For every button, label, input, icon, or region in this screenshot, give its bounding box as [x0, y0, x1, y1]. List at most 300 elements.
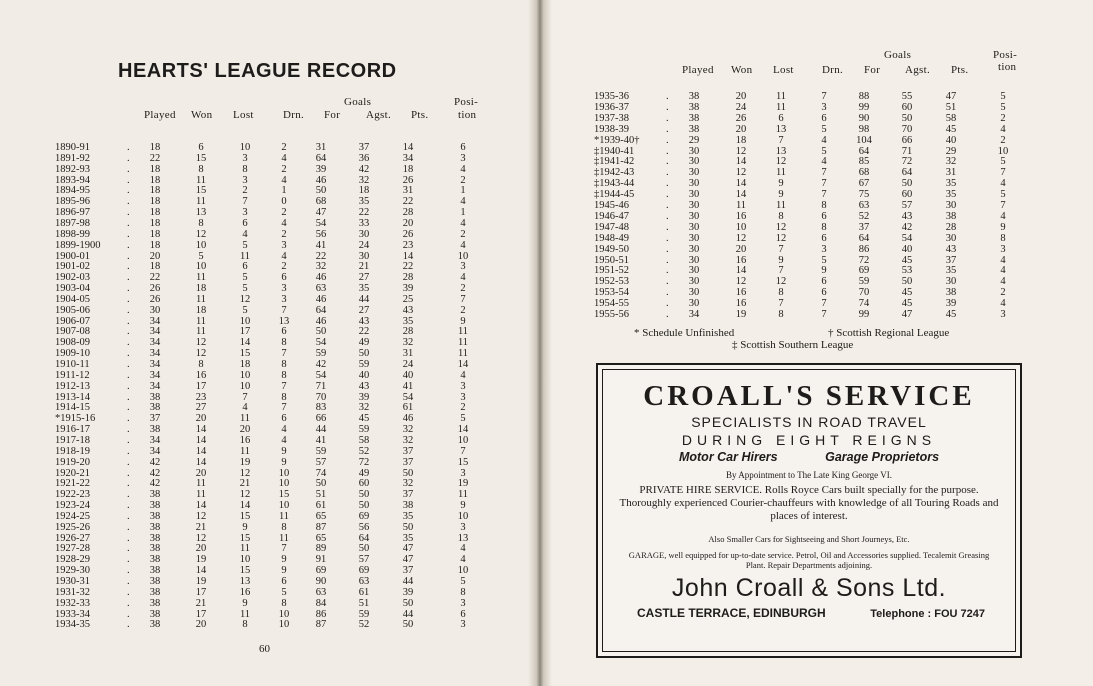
cell-lost: 3: [242, 152, 248, 164]
cell-pts: 24: [402, 359, 414, 370]
table-row: [55, 402, 475, 413]
cell-pts: 31: [402, 185, 414, 197]
leader-dot: .: [127, 304, 130, 316]
cell-lost: 10: [239, 369, 251, 381]
cell-drn: 2: [281, 163, 287, 175]
cell-pts: 31: [945, 167, 957, 179]
cell-drn: 7: [281, 380, 287, 392]
table-row: [55, 533, 475, 544]
cell-won: 11: [735, 200, 747, 211]
cell-pos: 4: [460, 554, 466, 566]
cell-won: 11: [195, 315, 207, 327]
ad-company-name: John Croall & Sons Ltd.: [671, 574, 947, 602]
cell-played: 20: [149, 250, 161, 262]
cell-won: 20: [195, 413, 207, 425]
leader-dot: .: [127, 348, 130, 360]
cell-lost: 4: [242, 228, 248, 240]
leader-dot: .: [127, 478, 130, 490]
cell-agst: 49: [358, 337, 370, 349]
cell-won: 19: [735, 309, 747, 320]
leader-dot: .: [666, 298, 669, 310]
cell-played: 18: [149, 217, 161, 229]
table-row: [55, 337, 475, 348]
cell-won: 12: [735, 167, 747, 179]
cell-pts: 44: [402, 608, 414, 620]
cell-played: 26: [149, 293, 161, 305]
cell-lost: 15: [239, 565, 251, 577]
cell-for: 51: [315, 489, 327, 501]
leader-dot: .: [666, 265, 669, 277]
cell-for: 87: [315, 521, 327, 533]
cell-pts: 38: [402, 500, 414, 512]
cell-season: 1921-22: [55, 478, 90, 490]
cell-won: 20: [195, 467, 207, 479]
cell-lost: 13: [775, 145, 787, 157]
cell-drn: 7: [281, 304, 287, 316]
leader-dot: .: [127, 554, 130, 566]
cell-for: 70: [315, 391, 327, 403]
cell-lost: 11: [775, 101, 787, 113]
cell-played: 30: [688, 254, 700, 266]
header-drn-right: Drn.: [822, 64, 844, 76]
cell-for: 69: [858, 265, 870, 277]
cell-lost: 11: [775, 200, 787, 211]
cell-season: 1905-06: [55, 304, 90, 316]
cell-won: 5: [198, 250, 204, 262]
table-row: [55, 359, 475, 370]
cell-for: 64: [858, 232, 870, 244]
cell-lost: 11: [239, 608, 251, 620]
cell-season: 1898-99: [55, 228, 90, 240]
cell-played: 18: [149, 196, 161, 208]
cell-lost: 14: [239, 337, 251, 349]
cell-pos: 3: [460, 597, 466, 609]
cell-played: 38: [149, 391, 161, 403]
cell-lost: 13: [239, 576, 251, 587]
cell-for: 85: [858, 156, 870, 168]
cell-pos: 2: [460, 283, 466, 295]
header-drn-left: Drn.: [283, 109, 305, 121]
table-row: [55, 261, 475, 272]
table-row: [55, 283, 475, 294]
cell-pos: 7: [1000, 167, 1006, 179]
cell-pts: 35: [402, 510, 414, 522]
cell-pos: 3: [1000, 309, 1006, 320]
cell-drn: 8: [281, 521, 287, 533]
cell-lost: 6: [778, 112, 784, 124]
cell-agst: 42: [358, 163, 370, 175]
cell-lost: 12: [775, 221, 787, 233]
table-row: [594, 255, 1014, 266]
cell-lost: 15: [239, 348, 251, 360]
table-row: [55, 446, 475, 457]
cell-season: 1953-54: [594, 287, 629, 299]
leader-dot: .: [127, 359, 130, 370]
cell-season: 1925-26: [55, 521, 90, 533]
table-row: [55, 619, 475, 630]
cell-season: *1939-40†: [594, 134, 640, 146]
table-row: [55, 142, 475, 153]
cell-season: ‡1940-41: [594, 145, 635, 157]
table-row: [594, 200, 1014, 211]
cell-lost: 13: [775, 123, 787, 135]
cell-lost: 7: [778, 298, 784, 310]
cell-won: 12: [735, 276, 747, 288]
cell-drn: 4: [281, 434, 287, 446]
cell-drn: 6: [821, 112, 827, 124]
cell-for: 86: [858, 243, 870, 255]
leader-dot: .: [127, 380, 130, 392]
cell-pos: 4: [1000, 254, 1006, 266]
cell-lost: 9: [242, 521, 248, 533]
cell-agst: 40: [358, 369, 370, 381]
cell-pos: 4: [460, 272, 466, 284]
ad-services: [603, 450, 1015, 464]
leader-dot: .: [127, 369, 130, 381]
leader-dot: .: [666, 200, 669, 211]
cell-pos: 2: [460, 228, 466, 240]
table-row: [594, 91, 1014, 102]
cell-lost: 16: [239, 434, 251, 446]
cell-won: 14: [195, 424, 207, 436]
cell-played: 30: [688, 178, 700, 190]
cell-for: 50: [315, 478, 327, 490]
table-row: [55, 326, 475, 337]
leader-dot: .: [666, 189, 669, 201]
cell-for: 39: [315, 163, 327, 175]
cell-drn: 6: [821, 276, 827, 288]
cell-won: 16: [735, 210, 747, 222]
table-row: [594, 233, 1014, 244]
cell-pos: 11: [457, 326, 469, 338]
cell-agst: 69: [358, 510, 370, 522]
cell-played: 34: [149, 380, 161, 392]
header-played-left: Played: [144, 109, 176, 121]
leader-dot: .: [666, 167, 669, 179]
cell-won: 11: [195, 272, 207, 284]
cell-pos: 4: [460, 196, 466, 208]
cell-for: 59: [315, 445, 327, 457]
leader-dot: .: [127, 261, 130, 273]
cell-season: 1936-37: [594, 101, 629, 113]
cell-for: 57: [315, 456, 327, 468]
page-title: HEARTS' LEAGUE RECORD: [118, 60, 397, 82]
cell-drn: 15: [278, 489, 290, 501]
leader-dot: .: [666, 145, 669, 157]
cell-won: 23: [195, 391, 207, 403]
cell-for: 66: [315, 413, 327, 425]
cell-season: 1904-05: [55, 293, 90, 305]
cell-season: 1913-14: [55, 391, 90, 403]
cell-pts: 50: [402, 521, 414, 533]
cell-agst: 27: [358, 272, 370, 284]
cell-lost: 8: [778, 309, 784, 320]
leader-dot: .: [666, 123, 669, 135]
cell-pts: 39: [402, 283, 414, 295]
cell-for: 54: [315, 369, 327, 381]
cell-pts: 26: [402, 228, 414, 240]
cell-for: 54: [315, 217, 327, 229]
cell-played: 30: [688, 189, 700, 201]
table-row: [55, 424, 475, 435]
cell-agst: 36: [358, 152, 370, 164]
table-row: [55, 305, 475, 316]
ad-garage: GARAGE, well equipped for up-to-date service. Petrol, Oil and Accessories supplied. Tecalemit Greasing Plant. Repair Departments adjoining.: [628, 550, 990, 570]
cell-season: 1949-50: [594, 243, 629, 255]
cell-pts: 37: [402, 565, 414, 577]
cell-for: 65: [315, 510, 327, 522]
cell-drn: 6: [281, 326, 287, 338]
cell-played: 38: [149, 576, 161, 587]
cell-played: 30: [688, 276, 700, 288]
cell-agst: 72: [901, 156, 913, 168]
table-row: [594, 113, 1014, 124]
cell-pts: 32: [945, 156, 957, 168]
header-pts-left: Pts.: [411, 109, 429, 121]
table-row: [594, 244, 1014, 255]
cell-drn: 10: [278, 608, 290, 620]
cell-season: 1946-47: [594, 210, 629, 222]
cell-won: 12: [195, 348, 207, 360]
cell-pts: 30: [945, 200, 957, 211]
cell-season: 1948-49: [594, 232, 629, 244]
cell-lost: 16: [239, 586, 251, 598]
cell-played: 30: [688, 156, 700, 168]
cell-for: 52: [858, 210, 870, 222]
cell-won: 11: [195, 326, 207, 338]
cell-pts: 47: [402, 554, 414, 566]
cell-pts: 28: [402, 272, 414, 284]
leader-dot: .: [127, 250, 130, 262]
table-row: [55, 392, 475, 403]
cell-pts: 39: [402, 586, 414, 598]
cell-for: 50: [315, 326, 327, 338]
cell-played: 22: [149, 272, 161, 284]
cell-pos: 19: [457, 478, 469, 490]
cell-lost: 20: [239, 424, 251, 436]
cell-pos: 4: [460, 163, 466, 175]
cell-lost: 12: [239, 467, 251, 479]
leader-dot: .: [127, 532, 130, 544]
cell-lost: 12: [775, 276, 787, 288]
cell-pts: 37: [402, 489, 414, 501]
cell-for: 69: [315, 565, 327, 577]
header-goals-right: Goals: [884, 49, 912, 61]
header-lost-left: Lost: [233, 109, 254, 121]
cell-played: 42: [149, 456, 161, 468]
cell-season: 1930-31: [55, 576, 90, 587]
cell-pos: 15: [457, 456, 469, 468]
cell-agst: 50: [901, 276, 913, 288]
cell-won: 12: [195, 510, 207, 522]
cell-lost: 17: [239, 326, 251, 338]
cell-lost: 5: [242, 239, 248, 251]
cell-pos: 9: [460, 315, 466, 327]
leader-dot: .: [666, 276, 669, 288]
cell-agst: 55: [901, 91, 913, 102]
cell-for: 22: [315, 250, 327, 262]
cell-agst: 70: [901, 123, 913, 135]
cell-lost: 5: [242, 304, 248, 316]
cell-drn: 9: [281, 565, 287, 577]
cell-for: 63: [858, 200, 870, 211]
table-row: [55, 251, 475, 262]
cell-drn: 10: [278, 619, 290, 631]
cell-drn: 5: [821, 254, 827, 266]
cell-for: 87: [315, 619, 327, 631]
cell-drn: 8: [281, 359, 287, 370]
cell-for: 63: [315, 586, 327, 598]
table-row: [594, 309, 1014, 320]
cell-lost: 9: [778, 189, 784, 201]
note-southern: ‡ Scottish Southern League: [732, 339, 854, 351]
table-row: [55, 348, 475, 359]
cell-lost: 7: [242, 196, 248, 208]
leader-dot: .: [127, 402, 130, 414]
ad-brand: CROALL'S SERVICE: [643, 380, 975, 412]
cell-season: 1933-34: [55, 608, 90, 620]
table-row: [55, 196, 475, 207]
cell-pts: 35: [402, 532, 414, 544]
cell-pts: 38: [945, 210, 957, 222]
cell-played: 18: [149, 207, 161, 219]
cell-drn: 13: [278, 315, 290, 327]
cell-for: 31: [315, 142, 327, 153]
cell-agst: 45: [358, 413, 370, 425]
cell-drn: 7: [281, 348, 287, 360]
cell-drn: 3: [821, 243, 827, 255]
leader-dot: .: [666, 156, 669, 168]
cell-played: 38: [149, 554, 161, 566]
cell-for: 99: [858, 309, 870, 320]
cell-agst: 45: [901, 298, 913, 310]
cell-drn: 4: [821, 134, 827, 146]
cell-lost: 11: [239, 543, 251, 555]
cell-pos: 3: [460, 261, 466, 273]
cell-agst: 22: [358, 326, 370, 338]
cell-pos: 7: [460, 445, 466, 457]
cell-pos: 1: [460, 207, 466, 219]
page-number-left: 60: [259, 643, 270, 655]
cell-played: 38: [688, 123, 700, 135]
cell-for: 46: [315, 272, 327, 284]
cell-pts: 20: [402, 217, 414, 229]
cell-for: 70: [858, 287, 870, 299]
cell-drn: 6: [281, 576, 287, 587]
cell-for: 37: [858, 221, 870, 233]
cell-agst: 50: [358, 489, 370, 501]
cell-pos: 3: [460, 152, 466, 164]
cell-pos: 11: [457, 489, 469, 501]
cell-season: 1907-08: [55, 326, 90, 338]
cell-won: 11: [195, 174, 207, 186]
cell-season: 1920-21: [55, 467, 90, 479]
cell-season: 1902-03: [55, 272, 90, 284]
cell-drn: 9: [281, 456, 287, 468]
table-row: [55, 457, 475, 468]
cell-lost: 7: [778, 243, 784, 255]
cell-agst: 32: [358, 402, 370, 414]
cell-season: 1926-27: [55, 532, 90, 544]
cell-for: 46: [315, 293, 327, 305]
cell-pos: 4: [1000, 265, 1006, 277]
cell-lost: 6: [242, 261, 248, 273]
cell-agst: 42: [901, 221, 913, 233]
cell-played: 38: [688, 101, 700, 113]
leader-dot: .: [127, 500, 130, 512]
cell-won: 13: [195, 207, 207, 219]
cell-won: 11: [195, 293, 207, 305]
cell-drn: 2: [281, 207, 287, 219]
cell-agst: 66: [901, 134, 913, 146]
cell-pts: 45: [945, 309, 957, 320]
cell-pts: 32: [402, 424, 414, 436]
cell-for: 90: [315, 576, 327, 587]
cell-agst: 43: [358, 315, 370, 327]
table-row: [55, 500, 475, 511]
cell-drn: 5: [281, 586, 287, 598]
cell-season: 1931-32: [55, 586, 90, 598]
cell-played: 22: [149, 152, 161, 164]
cell-pos: 3: [460, 467, 466, 479]
cell-for: 84: [315, 597, 327, 609]
table-row: [594, 135, 1014, 146]
cell-pts: 39: [945, 298, 957, 310]
header-for-right: For: [864, 64, 881, 76]
table-row: [594, 156, 1014, 167]
cell-season: ‡1942-43: [594, 167, 635, 179]
cell-drn: 6: [821, 232, 827, 244]
cell-lost: 8: [778, 210, 784, 222]
cell-pos: 6: [460, 142, 466, 153]
table-row: [55, 609, 475, 620]
table-row: [55, 576, 475, 587]
cell-won: 14: [195, 565, 207, 577]
cell-pos: 10: [457, 510, 469, 522]
cell-played: 38: [149, 619, 161, 631]
cell-won: 8: [198, 217, 204, 229]
cell-drn: 6: [281, 272, 287, 284]
table-row: [55, 240, 475, 251]
cell-lost: 11: [775, 91, 787, 102]
cell-won: 21: [195, 521, 207, 533]
cell-agst: 56: [358, 521, 370, 533]
cell-pts: 47: [402, 543, 414, 555]
cell-drn: 4: [281, 152, 287, 164]
leader-dot: .: [666, 243, 669, 255]
table-row: [55, 511, 475, 522]
cell-won: 20: [735, 243, 747, 255]
table-row: [594, 211, 1014, 222]
header-posi-left: Posi-: [454, 96, 479, 108]
leader-dot: .: [666, 254, 669, 266]
ad-private-hire: PRIVATE HIRE SERVICE. Rolls Royce Cars built specially for the purpose. Thoroughly experienced Courier-chauffeurs with knowledge of all Touring Roads and places of interest.: [619, 484, 999, 522]
cell-won: 14: [735, 265, 747, 277]
cell-pos: 3: [460, 380, 466, 392]
header-agst-right: Agst.: [905, 64, 931, 76]
cell-played: 42: [149, 478, 161, 490]
cell-season: 1917-18: [55, 434, 90, 446]
cell-drn: 1: [281, 185, 287, 197]
cell-drn: 3: [821, 101, 827, 113]
cell-pts: 50: [402, 597, 414, 609]
cell-pts: 43: [945, 243, 957, 255]
cell-played: 30: [688, 232, 700, 244]
table-row: [55, 489, 475, 500]
cell-won: 6: [198, 142, 204, 153]
cell-for: 72: [858, 254, 870, 266]
cell-season: 1891-92: [55, 152, 90, 164]
